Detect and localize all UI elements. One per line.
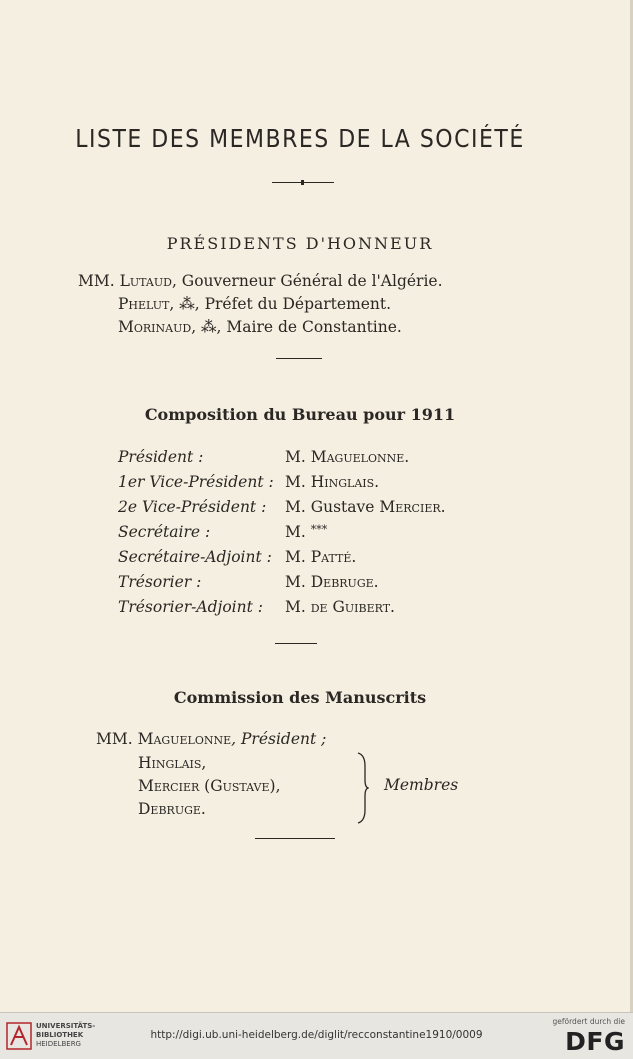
honorary-line [78, 272, 443, 290]
line-prefix: MM. [78, 272, 120, 290]
holder-prefix: M. [285, 448, 311, 466]
commission-member: Hinglais, [138, 754, 207, 772]
bureau-holder [285, 473, 379, 491]
honorary-line [118, 318, 402, 336]
bureau-holder [285, 548, 356, 566]
holder-name: Mercier. [379, 498, 446, 516]
commission-member: Mercier (Gustave), [138, 777, 281, 795]
honorary-presidents-heading: PRÉSIDENTS D'HONNEUR [166, 234, 434, 253]
person-role: , Président ; [231, 730, 327, 748]
person-name: Phelut [118, 295, 170, 313]
commission-heading: Commission des Manuscrits [173, 688, 427, 707]
bureau-role: 1er Vice-Président : [118, 473, 274, 491]
bureau-role: Trésorier : [118, 573, 202, 591]
library-name-line: BIBLIOTHEK [36, 1031, 84, 1039]
section-divider [276, 358, 322, 359]
line-prefix: MM. [96, 730, 138, 748]
bureau-role: Secrétaire : [118, 523, 211, 541]
person-title: , ⁂, Maire de Constantine. [191, 318, 402, 336]
library-name-line: HEIDELBERG [36, 1040, 81, 1048]
holder-name: Hinglais. [310, 473, 380, 491]
bureau-holder [285, 448, 409, 466]
person-title: , Gouverneur Général de l'Algérie. [171, 272, 443, 290]
honorary-line [118, 295, 391, 313]
bureau-holder [285, 598, 395, 616]
page-title: LISTE DES MEMBRES DE LA SOCIÉTÉ [75, 125, 525, 154]
library-name-line: UNIVERSITÄTS- [36, 1022, 96, 1030]
bureau-role: 2e Vice-Président : [118, 498, 267, 516]
bureau-holder [285, 498, 446, 516]
person-name: Maguelonne [137, 730, 232, 748]
holder-prefix: M. [285, 548, 311, 566]
holder-prefix: M. [285, 473, 311, 491]
bureau-role: Trésorier-Adjoint : [118, 598, 263, 616]
holder-prefix: M. [285, 523, 311, 541]
permalink-url[interactable]: http://digi.ub.uni-heidelberg.de/diglit/recconstantine1910/0009 [150, 1029, 483, 1041]
person-title: , ⁂, Préfet du Département. [169, 295, 392, 313]
dfg-logo: DFG [565, 1027, 625, 1056]
holder-prefix: M. [285, 573, 311, 591]
commission-member: Debruge. [138, 800, 206, 818]
viewer-footer [0, 1012, 633, 1059]
person-name: Lutaud [119, 272, 172, 290]
section-divider [275, 643, 317, 644]
bureau-holder [285, 573, 379, 591]
section-divider [255, 838, 335, 839]
bureau-role: Président : [118, 448, 204, 466]
title-ornament [272, 182, 334, 183]
holder-prefix: M. Gustave [285, 498, 380, 516]
holder-prefix: M. [285, 598, 311, 616]
commission-lead [96, 730, 326, 748]
bureau-holder [285, 523, 327, 541]
person-name: Morinaud [118, 318, 192, 336]
holder-name: Patté. [310, 548, 357, 566]
curly-brace-icon [355, 752, 369, 824]
holder-name: Debruge. [310, 573, 379, 591]
bureau-heading: Composition du Bureau pour 1911 [144, 405, 456, 424]
holder-name: *** [310, 523, 328, 536]
funded-by-label: gefördert durch die [552, 1017, 625, 1026]
holder-name: de Guibert. [310, 598, 395, 616]
bureau-role: Secrétaire-Adjoint : [118, 548, 272, 566]
holder-name: Maguelonne. [310, 448, 410, 466]
members-label: Membres [384, 776, 459, 794]
